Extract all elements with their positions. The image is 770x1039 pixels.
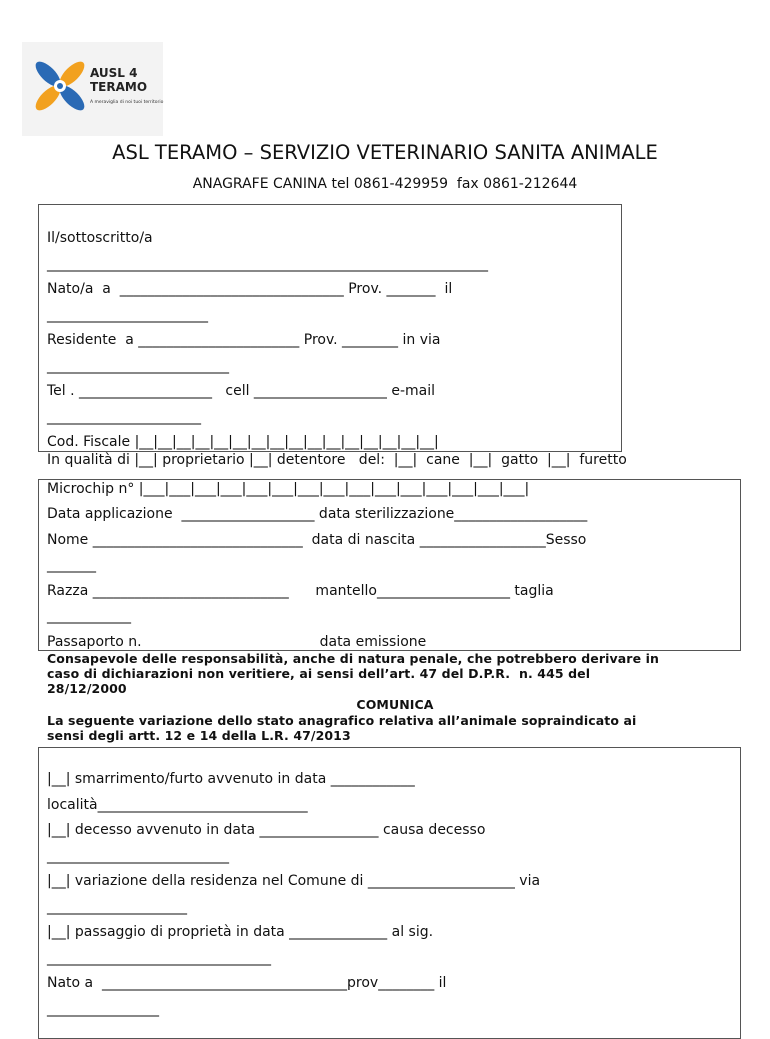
comunica-heading: COMUNICA	[356, 697, 434, 712]
variazione-line1: La seguente variazione dello stato anagrafico relativa all’animale sopraindicato ai	[47, 713, 637, 728]
sesso-field[interactable]: _______	[47, 557, 96, 573]
smarrimento-row[interactable]: |__| smarrimento/furto avvenuto in data ____________	[47, 771, 415, 787]
variazione-line2: sensi degli artt. 12 e 14 della L.R. 47/2013	[47, 728, 351, 743]
taglia-field[interactable]: ____________	[47, 608, 131, 624]
nome-row[interactable]: Nome ______________________________ data di nascita __________________Sesso	[47, 532, 587, 548]
codice-fiscale-field[interactable]: Cod. Fiscale |__|__|__|__|__|__|__|__|__|__|__|__|__|__|__|__|	[47, 434, 439, 450]
ausl-logo	[22, 42, 163, 136]
passaggio-sig-field[interactable]: ________________________________	[47, 950, 271, 966]
sottoscritto-field[interactable]: _______________________________________________________________	[47, 256, 488, 272]
consapevole-line2: caso di dichiarazioni non veritiere, ai sensi dell’art. 47 del D.P.R. n. 445 del	[47, 666, 591, 681]
nato-a-row[interactable]: Nato a ___________________________________prov________ il	[47, 975, 447, 991]
variation-section	[38, 747, 741, 1039]
passaggio-row[interactable]: |__| passaggio di proprietà in data ______________ al sig.	[47, 924, 434, 940]
localita-field[interactable]: località______________________________	[47, 797, 308, 813]
residenza-row[interactable]: |__| variazione della residenza nel Comune di _____________________ via	[47, 873, 541, 889]
consapevole-line1: Consapevole delle responsabilità, anche di natura penale, che potrebbero derivare in	[47, 651, 659, 666]
logo-line2: TERAMO	[90, 80, 148, 94]
logo-line1: AUSL 4	[90, 66, 138, 80]
passaporto-row[interactable]: Passaporto n. data emissione	[47, 634, 427, 650]
tel-row[interactable]: Tel . ___________________ cell ___________________ e-mail	[47, 383, 436, 399]
causa-decesso-field[interactable]: __________________________	[47, 848, 229, 864]
animal-section	[38, 479, 741, 651]
decesso-row[interactable]: |__| decesso avvenuto in data _________________ causa decesso	[47, 822, 486, 838]
residenza-via-field[interactable]: ____________________	[47, 899, 187, 915]
data-applicazione-row[interactable]: Data applicazione ___________________ data sterilizzazione___________________	[47, 506, 588, 522]
razza-row[interactable]: Razza ____________________________ mantello___________________ taglia	[47, 583, 554, 599]
nato-row[interactable]: Nato/a a ________________________________ Prov. _______ il	[47, 281, 453, 297]
residente-row[interactable]: Residente a _______________________ Prov. ________ in via	[47, 332, 441, 348]
nato-date-field[interactable]: _______________________	[47, 307, 208, 323]
page-subtitle: ANAGRAFE CANINA tel 0861-429959 fax 0861-212644	[192, 176, 578, 192]
logo-tagline: A meraviglia di noi tuoi territorio	[90, 100, 164, 105]
page-title: ASL TERAMO – SERVIZIO VETERINARIO SANITA ANIMALE	[112, 141, 658, 164]
email-field[interactable]: ______________________	[47, 409, 201, 425]
via-field[interactable]: __________________________	[47, 358, 229, 374]
nato-a-date-field[interactable]: ________________	[47, 1001, 159, 1017]
qualita-row[interactable]: In qualità di |__| proprietario |__| detentore del: |__| cane |__| gatto |__| furetto	[47, 452, 627, 468]
consapevole-line3: 28/12/2000	[47, 681, 127, 696]
microchip-field[interactable]: Microchip n° |___|___|___|___|___|___|___|___|___|___|___|___|___|___|___|	[47, 481, 530, 497]
sottoscritto-label: Il/sottoscritto/a	[47, 230, 153, 246]
